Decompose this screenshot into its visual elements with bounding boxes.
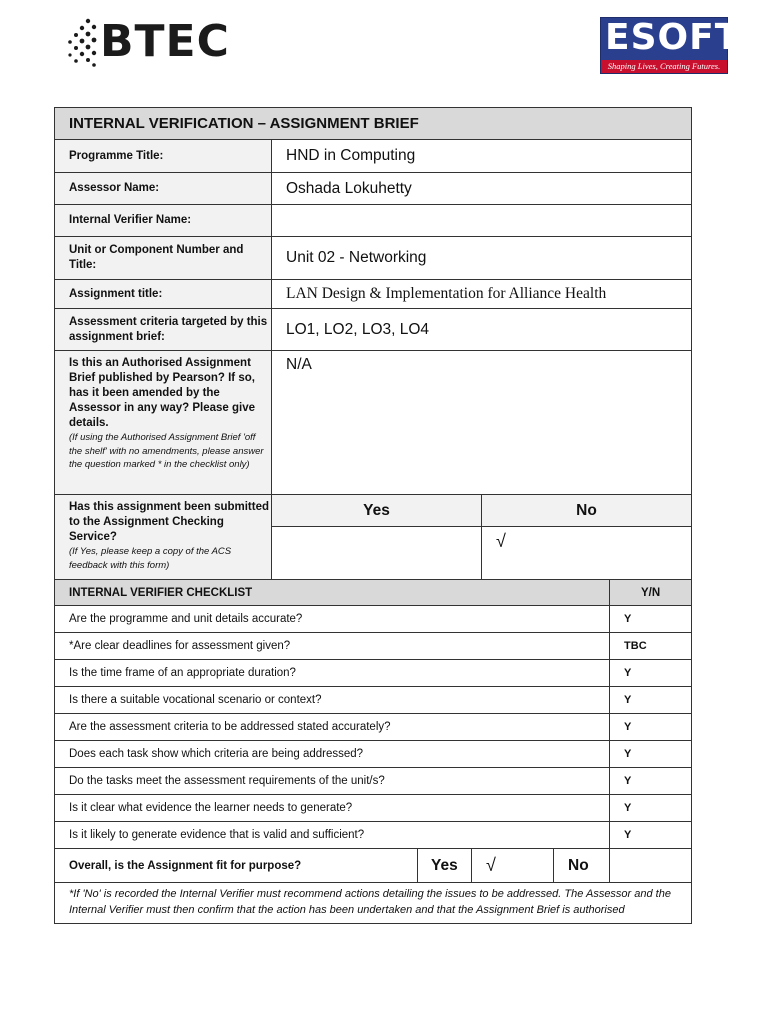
checklist-yn-header: Y/N: [610, 580, 692, 606]
brief-table: [54, 107, 692, 581]
acs-yes-header: Yes: [272, 495, 482, 527]
assignment-title-label: Assignment title:: [55, 280, 272, 309]
checklist-question: Do the tasks meet the assessment requirements of the unit/s?: [55, 768, 610, 795]
checklist-answer: Y: [610, 795, 692, 822]
checklist-row: [55, 795, 692, 822]
checklist-row: [55, 741, 692, 768]
checklist-row: [55, 768, 692, 795]
checklist-row: [55, 606, 692, 633]
checklist-table: [54, 579, 692, 924]
overall-no-label: No: [554, 849, 610, 883]
checklist-row: [55, 660, 692, 687]
esoft-tagline: Shaping Lives, Creating Futures.: [601, 60, 727, 73]
programme-label: Programme Title:: [55, 140, 272, 173]
esoft-logo-text: ESOFT: [605, 17, 741, 58]
btec-logo-text: BTEC: [100, 16, 230, 67]
checklist-footnote: *If 'No' is recorded the Internal Verifier must recommend actions detailing the issues to be addressed. The Assessor and the Internal Verifier must then confirm that the action has been undertaken and that the Assignment Brief is authorised: [55, 883, 692, 924]
assessor-label: Assessor Name:: [55, 173, 272, 205]
checklist-question: Is it likely to generate evidence that is valid and sufficient?: [55, 822, 610, 849]
checklist-answer: Y: [610, 768, 692, 795]
overall-yes-check: √: [472, 849, 554, 883]
overall-yes-label: Yes: [418, 849, 472, 883]
acs-no-header: No: [482, 495, 692, 527]
assessor-value: Oshada Lokuhetty: [272, 173, 692, 205]
verifier-value: [272, 205, 692, 237]
esoft-logo: [600, 17, 741, 74]
checklist-question: Is it clear what evidence the learner needs to generate?: [55, 795, 610, 822]
acs-cell: [55, 495, 272, 581]
authorised-brief-cell: [55, 351, 272, 495]
checklist-question: Are the programme and unit details accurate?: [55, 606, 610, 633]
checklist-question: *Are clear deadlines for assessment given?: [55, 633, 610, 660]
acs-yes-value: [272, 527, 482, 581]
unit-label: Unit or Component Number and Title:: [55, 237, 272, 280]
form-title: INTERNAL VERIFICATION – ASSIGNMENT BRIEF: [55, 108, 692, 140]
checklist-row: [55, 687, 692, 714]
checklist-question: Does each task show which criteria are being addressed?: [55, 741, 610, 768]
checklist-answer: Y: [610, 660, 692, 687]
checklist-answer: Y: [610, 822, 692, 849]
authorised-brief-label: Is this an Authorised Assignment Brief published by Pearson? If so, has it been amended by the Assessor in any way? Please give details.: [69, 357, 256, 429]
criteria-value: LO1, LO2, LO3, LO4: [272, 309, 692, 351]
checklist-question: Is the time frame of an appropriate duration?: [55, 660, 610, 687]
checklist-header: INTERNAL VERIFIER CHECKLIST: [55, 580, 610, 606]
overall-no-value: [610, 849, 692, 883]
checklist-answer: Y: [610, 687, 692, 714]
checklist-answer: Y: [610, 741, 692, 768]
acs-label: Has this assignment been submitted to the Assignment Checking Service?: [69, 501, 270, 543]
acs-no-check: √: [482, 527, 692, 581]
checklist-answer: Y: [610, 714, 692, 741]
overall-question: Overall, is the Assignment fit for purpose?: [55, 849, 418, 883]
authorised-brief-note: (If using the Authorised Assignment Brief 'off the shelf' with no amendments, please answer the question marked * in the checklist only): [69, 432, 264, 470]
acs-note: (If Yes, please keep a copy of the ACS feedback with this form): [69, 546, 232, 571]
checklist-row: [55, 633, 692, 660]
unit-value: Unit 02 - Networking: [272, 237, 692, 280]
authorised-brief-value: N/A: [272, 351, 692, 495]
checklist-answer: TBC: [610, 633, 692, 660]
assignment-title-value: LAN Design & Implementation for Alliance Health: [272, 280, 692, 309]
programme-value: HND in Computing: [272, 140, 692, 173]
checklist-row: [55, 714, 692, 741]
checklist-question: Are the assessment criteria to be addressed stated accurately?: [55, 714, 610, 741]
verifier-label: Internal Verifier Name:: [55, 205, 272, 237]
checklist-answer: Y: [610, 606, 692, 633]
btec-dots-icon: [66, 18, 98, 68]
criteria-label: Assessment criteria targeted by this assignment brief:: [55, 309, 272, 351]
checklist-row: [55, 822, 692, 849]
checklist-question: Is there a suitable vocational scenario or context?: [55, 687, 610, 714]
btec-logo: [66, 14, 228, 72]
